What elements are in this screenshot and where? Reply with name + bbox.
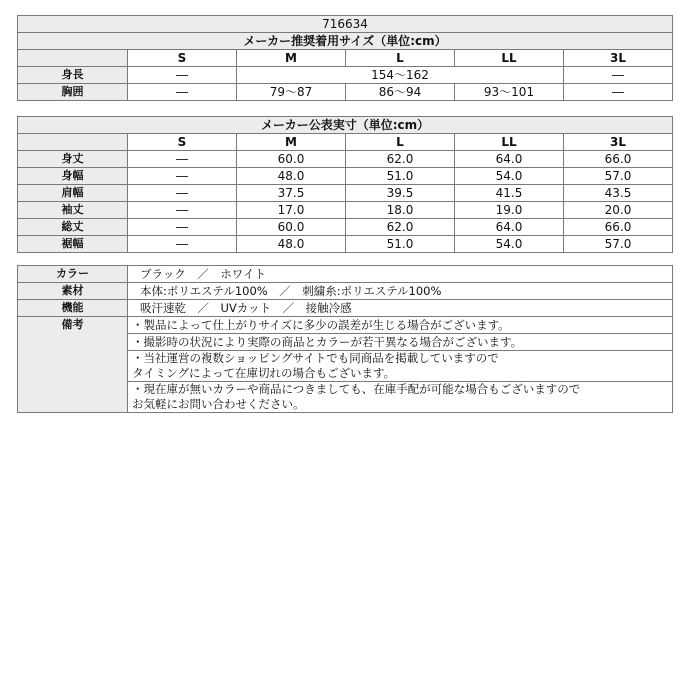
cell-value: 57.0 (564, 236, 673, 253)
size-header: LL (455, 50, 564, 67)
size-header: M (237, 50, 346, 67)
table-row (18, 219, 673, 236)
note-item: ・現在庫が無いカラーや商品につきましても、在庫手配が可能な場合もございますので お気軽にお問い合わせください。 (128, 382, 673, 413)
cell-value: ― (128, 84, 237, 101)
cell-value: ― (564, 67, 673, 84)
row-label: 身長 (18, 67, 128, 84)
size-header: M (237, 134, 346, 151)
size-header: LL (455, 134, 564, 151)
cell-value: 154～162 (237, 67, 564, 84)
cell-value: 18.0 (346, 202, 455, 219)
table-row (18, 84, 673, 101)
table-row (18, 300, 673, 317)
cell-value: 51.0 (346, 236, 455, 253)
product-info-table (17, 265, 673, 413)
actual-size-table (17, 116, 673, 253)
cell-value: ― (128, 151, 237, 168)
cell-value: 41.5 (455, 185, 564, 202)
cell-value: ― (564, 84, 673, 101)
product-code: 716634 (18, 16, 673, 33)
cell-value: 66.0 (564, 151, 673, 168)
row-label: 身丈 (18, 151, 128, 168)
cell-value: 62.0 (346, 151, 455, 168)
cell-value: ― (128, 219, 237, 236)
row-label: 総丈 (18, 219, 128, 236)
cell-value: 60.0 (237, 219, 346, 236)
row-label: 裾幅 (18, 236, 128, 253)
cell-value: 60.0 (237, 151, 346, 168)
recommended-size-title: メーカー推奨着用サイズ（単位:cm） (18, 33, 673, 50)
size-header: S (128, 134, 237, 151)
material-value: 本体:ポリエステル100% ／ 刺繍糸:ポリエステル100% (128, 283, 673, 300)
cell-value: ― (128, 168, 237, 185)
cell-value: 93～101 (455, 84, 564, 101)
cell-value: ― (128, 185, 237, 202)
function-label: 機能 (18, 300, 128, 317)
cell-value: 43.5 (564, 185, 673, 202)
size-header: 3L (564, 50, 673, 67)
table-row (18, 283, 673, 300)
table-row (18, 202, 673, 219)
cell-value: 48.0 (237, 168, 346, 185)
cell-value: 54.0 (455, 168, 564, 185)
note-item: ・当社運営の複数ショッピングサイトでも同商品を掲載していますので タイミングによって在庫切れの場合もございます。 (128, 351, 673, 382)
table-row (18, 185, 673, 202)
actual-size-title: メーカー公表実寸（単位:cm） (18, 117, 673, 134)
color-value: ブラック ／ ホワイト (128, 266, 673, 283)
row-label: 袖丈 (18, 202, 128, 219)
table-row (18, 317, 673, 334)
size-header: L (346, 50, 455, 67)
corner-cell (18, 134, 128, 151)
row-label: 胸囲 (18, 84, 128, 101)
cell-value: 19.0 (455, 202, 564, 219)
cell-value: 57.0 (564, 168, 673, 185)
cell-value: 64.0 (455, 219, 564, 236)
row-label: 肩幅 (18, 185, 128, 202)
note-item: ・製品によって仕上がりサイズに多少の誤差が生じる場合がございます。 (128, 317, 673, 334)
cell-value: 39.5 (346, 185, 455, 202)
cell-value: 17.0 (237, 202, 346, 219)
color-label: カラー (18, 266, 128, 283)
cell-value: 51.0 (346, 168, 455, 185)
note-item: ・撮影時の状況により実際の商品とカラーが若干異なる場合がございます。 (128, 334, 673, 351)
cell-value: 48.0 (237, 236, 346, 253)
cell-value: 86～94 (346, 84, 455, 101)
cell-value: ― (128, 67, 237, 84)
table-row (18, 67, 673, 84)
row-label: 身幅 (18, 168, 128, 185)
cell-value: 62.0 (346, 219, 455, 236)
cell-value: 66.0 (564, 219, 673, 236)
cell-value: 20.0 (564, 202, 673, 219)
function-value: 吸汗速乾 ／ UVカット ／ 接触冷感 (128, 300, 673, 317)
table-row (18, 168, 673, 185)
size-header: 3L (564, 134, 673, 151)
material-label: 素材 (18, 283, 128, 300)
cell-value: ― (128, 202, 237, 219)
table-row (18, 151, 673, 168)
table-row (18, 236, 673, 253)
size-header: S (128, 50, 237, 67)
cell-value: ― (128, 236, 237, 253)
cell-value: 79～87 (237, 84, 346, 101)
table-row (18, 266, 673, 283)
cell-value: 37.5 (237, 185, 346, 202)
notes-label: 備考 (18, 317, 128, 413)
size-header: L (346, 134, 455, 151)
corner-cell (18, 50, 128, 67)
cell-value: 54.0 (455, 236, 564, 253)
recommended-size-table (17, 15, 673, 101)
cell-value: 64.0 (455, 151, 564, 168)
